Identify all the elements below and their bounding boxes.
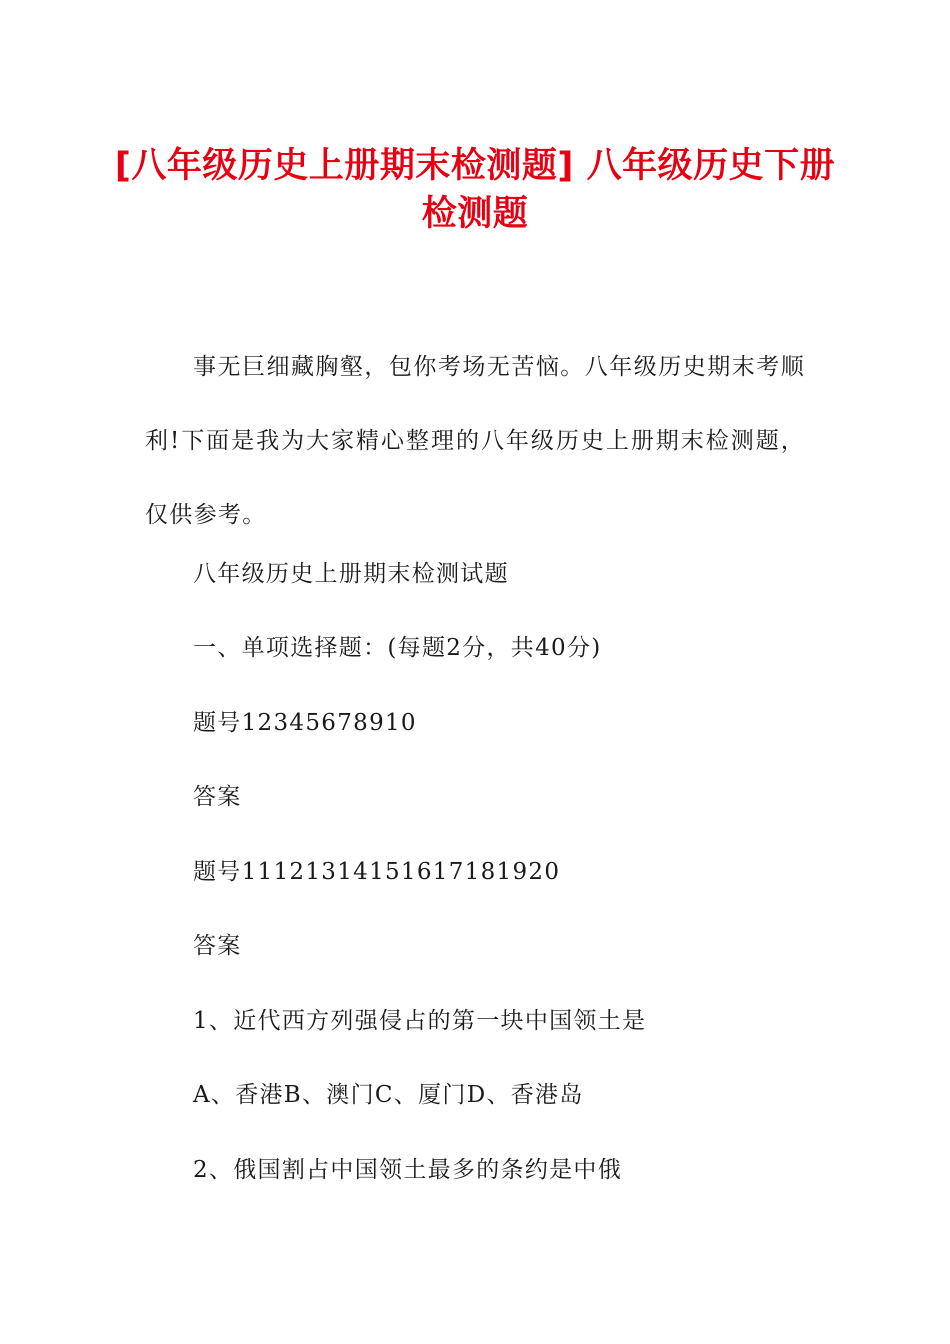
answer-table-row-numbers-1: 题号12345678910 xyxy=(193,710,417,736)
document-title: [八年级历史上册期末检测题] 八年级历史下册检测题 xyxy=(114,146,836,234)
answer-table-row-answers-2: 答案 xyxy=(193,933,242,959)
section-heading: 八年级历史上册期末检测试题 xyxy=(193,561,509,587)
question-1-options: A、香港B、澳门C、厦门D、香港岛 xyxy=(193,1082,584,1108)
answer-table-row-answers-1: 答案 xyxy=(193,784,242,810)
question-2: 2、俄国割占中国领土最多的条约是中俄 xyxy=(193,1157,623,1183)
answer-table-row-numbers-2: 题号11121314151617181920 xyxy=(193,859,561,885)
question-1: 1、近代西方列强侵占的第一块中国领土是 xyxy=(193,1008,647,1034)
intro-paragraph: 事无巨细藏胸壑，包你考场无苦恼。八年级历史期末考顺利!下面是我为大家精心整理的八年级历史上册期末检测题，仅供参考。 xyxy=(145,354,805,528)
question-type-heading: 一、单项选择题：(每题2分，共40分) xyxy=(193,635,602,661)
